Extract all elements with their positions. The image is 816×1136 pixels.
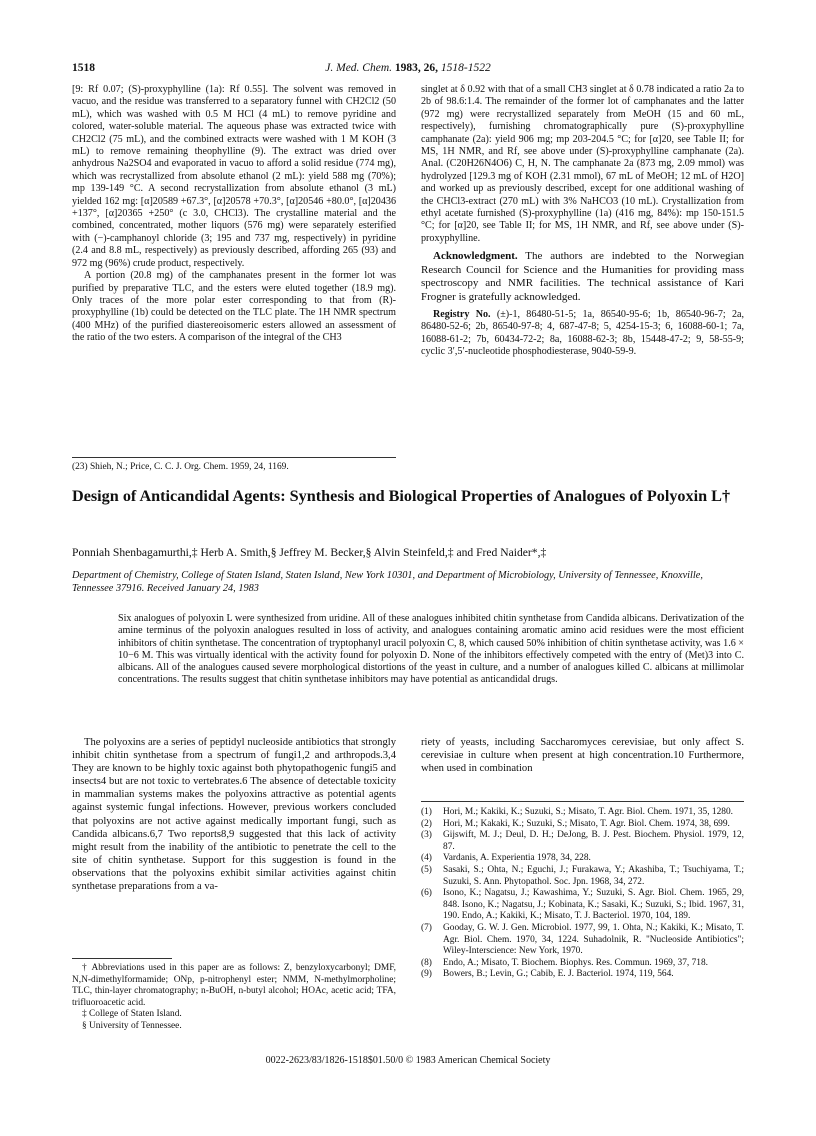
reference-item: (7) Gooday, G. W. J. Gen. Microbiol. 1977, 99, 1. Ohta, N.; Kakiki, K.; Misato, T. Agr. Biol. Chem. 1970, 34, 1224. Suhadolnik, R. "Nucleoside Antibiotics"; Wiley-Interscience: New York, 1970. xyxy=(421,922,744,957)
prev-article-paragraph: [9: Rf 0.07; (S)-proxyphylline (1a): Rf 0.55]. The solvent was removed in vacuo, and the residue was transferred to a separatory funnel with CH2Cl2 (50 mL), which was washed with 0.5 M HCl (4 mL) to remove pyridine and colored, water-soluble material. The aqueous phase was extracted twice with CH2Cl2 (75 mL), and the combined extracts were washed with 1 M KOH (3 mL) to remove remaining theophylline (9). The extract was dried over anhydrous Na2SO4 and evaporated in vacuo to afford a solid residue (774 mg), which was recrystallized from absolute ethanol (2 mL): yield 588 mg (70%); mp 139-149 °C. A second recrystallization from absolute ethanol (3 mL) yielded 162 mg: [α]20589 +67.3°, [α]20578 +70.3°, [α]20546 +80.0°, [α]20436 +137°, [α]20365 +250° (c 3.0, CHCl3). The crystalline material and the combined, concentrated, mother liquors (576 mg) were separately esterified with (−)-camphanoyl chloride (3; 195 and 737 mg, respectively) in pyridine (2.4 and 8.8 mL, respectively) as previously described, affording 265 (93) and 972 mg (96%) crude product, respectively. xyxy=(72,84,396,269)
reference-item: (5) Sasaki, S.; Ohta, N.; Eguchi, J.; Furakawa, Y.; Akashiba, T.; Tsuchiyama, T.; Suzuki, S. Ann. Phytopathol. Soc. Jpn. 1968, 34, 272. xyxy=(421,864,744,887)
reference-item: (8) Endo, A.; Misato, T. Biochem. Biophys. Res. Commun. 1969, 37, 718. xyxy=(421,957,709,968)
article-authors: Ponniah Shenbagamurthi,‡ Herb A. Smith,§ Jeffrey M. Becker,§ Alvin Steinfeld,‡ and Fred Naider*,‡ xyxy=(72,546,547,559)
references-list xyxy=(421,807,744,981)
article-affiliation: Department of Chemistry, College of Staten Island, Staten Island, New York 10301, and Department of Microbiology, University of Tennessee, Knoxville, Tennessee 37916. Received January 24, 1983 xyxy=(72,570,703,594)
registry-heading: Registry No. xyxy=(433,308,491,320)
registry-numbers xyxy=(421,309,744,359)
running-header xyxy=(0,62,816,74)
reference-item: (1) Hori, M.; Kakiki, K.; Suzuki, S.; Misato, T. Agr. Biol. Chem. 1971, 35, 1280. xyxy=(421,807,734,817)
acknowledgment-heading: Acknowledgment. xyxy=(433,250,518,263)
acknowledgment xyxy=(421,250,744,304)
footnote-rule xyxy=(72,958,172,959)
reference-item: (6) Isono, K.; Nagatsu, J.; Kawashima, Y.; Suzuki, S. Agr. Biol. Chem. 1965, 29, 848. Isono, K.; Nagatsu, J.; Kobinata, K.; Sasaki, K.; Suzuki, S.; Ibid. 1967, 31, 190. Endo, A.; Kakiki, K.; Misato, T. J. Bacteriol. 1970, 104, 189. xyxy=(421,888,744,922)
intro-right-column: riety of yeasts, including Saccharomyces cerevisiae, but only affect S. cerevisiae in culture when present at high concentration.10 Furthermore, when used in combination xyxy=(421,737,744,775)
abstract: Six analogues of polyoxin L were synthesized from uridine. All of these analogues inhibited chitin synthetase from Candida albicans. Derivatization of the amine terminus of the polyoxin analogues resulted in loss of activity, and analogues containing aromatic amino acid residues were the most efficient inhibitors of chitin synthetase. The concentration of tryptophanyl uracil polyoxin C, 8, which caused 50% inhibition of chitin synthetase activity, was 1.6 × 10−6 M. This was virtually identical with the activity found for polyoxin D. None of the inhibitors effectively competed with the entry of (Met)3 into C. albicans. All of the analogues caused severe morphological distortions of the yeast in culture, and a number of analogues killed C. albicans at millimolar concentrations. The results suggest that chitin synthetase inhibitors may have potential as anticandidal drugs. xyxy=(118,613,744,686)
page-number: 1518 xyxy=(72,62,95,74)
references-rule xyxy=(421,801,744,802)
abbreviations-footnote xyxy=(72,963,396,1033)
journal-year-volume: 1983, 26, xyxy=(394,62,439,74)
reference-item: (3) Gijswift, M. J.; Deul, D. H.; DeJong, B. J. Pest. Biochem. Physiol. 1979, 12, 87. xyxy=(421,830,744,852)
footnote-rule xyxy=(72,457,396,458)
registry-text: (±)-1, 86480-51-5; 1a, 86540-95-6; 1b, 86540-96-7; 2a, 86480-52-6; 2b, 86540-97-8; 4, 687-47-8; 5, 4254-15-3; 6, 16088-60-1; 7a, 16088-61-2; 7b, 60434-72-2; 8a, 16088-62-3; 8b, 15448-47-2; 9, 58-55-9; cyclic 3′,5′-nucleotide phosphodiesterase, 9040-59-9. xyxy=(421,308,744,358)
reference-item: (9) Bowers, B.; Levin, G.; Cabib, E. J. Bacteriol. 1974, 119, 564. xyxy=(421,969,674,980)
affiliation-note: ‡ College of Staten Island. xyxy=(82,1009,182,1020)
journal-pages: 1518-1522 xyxy=(440,62,491,74)
copyright-footer: 0022-2623/83/1826-1518$01.50/0 © 1983 American Chemical Society xyxy=(265,1055,551,1066)
intro-left-column xyxy=(72,736,396,893)
journal-name: J. Med. Chem. xyxy=(325,62,393,74)
affiliation-note: § University of Tennessee. xyxy=(82,1020,182,1031)
prev-article-footnote: (23) Shieh, N.; Price, C. C. J. Org. Chem. 1959, 24, 1169. xyxy=(72,462,289,472)
prev-article-right-column xyxy=(421,84,744,359)
prev-article-left-column xyxy=(72,84,396,345)
prev-article-paragraph: singlet at δ 0.92 with that of a small CH3 singlet at δ 0.78 indicated a ratio 2a to 2b of 98.6:1.4. The remainder of the former lot of camphanates and the latter (972 mg) were recrystallized separately from MeOH (15 and 60 mL, respectively), furnishing chromatographically pure (S)-proxyphylline camphanate (2a): yield 906 mg; mp 203-204.5 °C; for [α]20, see Table II; for MS, 1H NMR, and Rf, see above under (S)-proxyphylline camphanate (2a). Anal. (C20H26N4O6) C, H, N. The camphanate 2a (873 mg, 2.09 mmol) was hydrolyzed [129.3 mg of KOH (2.31 mmol), 67 mL of MeOH; 12 mL of H2O] and worked up as previously described, except for one additional washing of the CHCl3-extract (270 mL) with 3% NaHCO3 (10 mL). Crystallization from ethyl acetate furnished (S)-proxyphylline (1a) (416 mg, 84%): mp 150-151.5 °C; for [α]20, see Table II; for MS, 1H NMR, and Rf, see above under (S)-proxyphylline. xyxy=(421,84,744,244)
article-title: Design of Anticandidal Agents: Synthesis and Biological Properties of Analogues of Polyoxin L† xyxy=(72,487,731,505)
acknowledgment-text: The authors are indebted to the Norwegian Research Council for Science and the Humanities for providing mass spectroscopy and NMR facilities. The technical assistance of Kari Frogner is gratefully acknowledged. xyxy=(421,250,745,303)
reference-item: (4) Vardanis, A. Experientia 1978, 34, 228. xyxy=(421,853,591,864)
intro-paragraph: The polyoxins are a series of peptidyl nucleoside antibiotics that strongly inhibit chitin synthetase from a spectrum of fungi1,2 and arthropods.3,4 They are known to be highly toxic against both phytopathogenic fungi5 and insects4 but are not toxic to vertebrates.6 The absence of detectable toxicity in mammalian systems makes the polyoxins attractive as potential agents against systemic fungal infections. However, previous workers concluded that polyoxins are not active against medically important fungi, such as Candida albicans.6,7 Two reports8,9 suggested that this lack of activity might result from the inability of the antibiotic to penetrate the cell to the site of chitin synthetase. Support for this suggestion is found in the observations that the polyoxins exhibit similar activities against chitin synthetase preparations from a va- xyxy=(72,737,396,893)
abbreviations-text: † Abbreviations used in this paper are as follows: Z, benzyloxycarbonyl; DMF, N,N-dimethylformamide; ONp, p-nitrophenyl ester; NMM, N-methylmorpholine; TLC, thin-layer chromatography; n-BuOH, n-butyl alcohol; HOAc, acetic acid; TFA, trifluoroacetic acid. xyxy=(72,963,396,1008)
prev-article-paragraph: A portion (20.8 mg) of the camphanates present in the former lot was purified by preparative TLC, and the esters were eluted together (18.9 mg). Only traces of the more polar ester corresponding to that from (R)-proxyphylline (1b) could be detected on the TLC plate. The 1H NMR spectrum (400 MHz) of the purified diastereoisomeric esters allowed an assessment of the ratio of the two esters. A comparison of the integral of the CH3 xyxy=(72,270,396,344)
reference-item: (2) Hori, M.; Kakaki, K.; Suzuki, S.; Misato, T. Agr. Biol. Chem. 1974, 38, 699. xyxy=(421,818,730,829)
